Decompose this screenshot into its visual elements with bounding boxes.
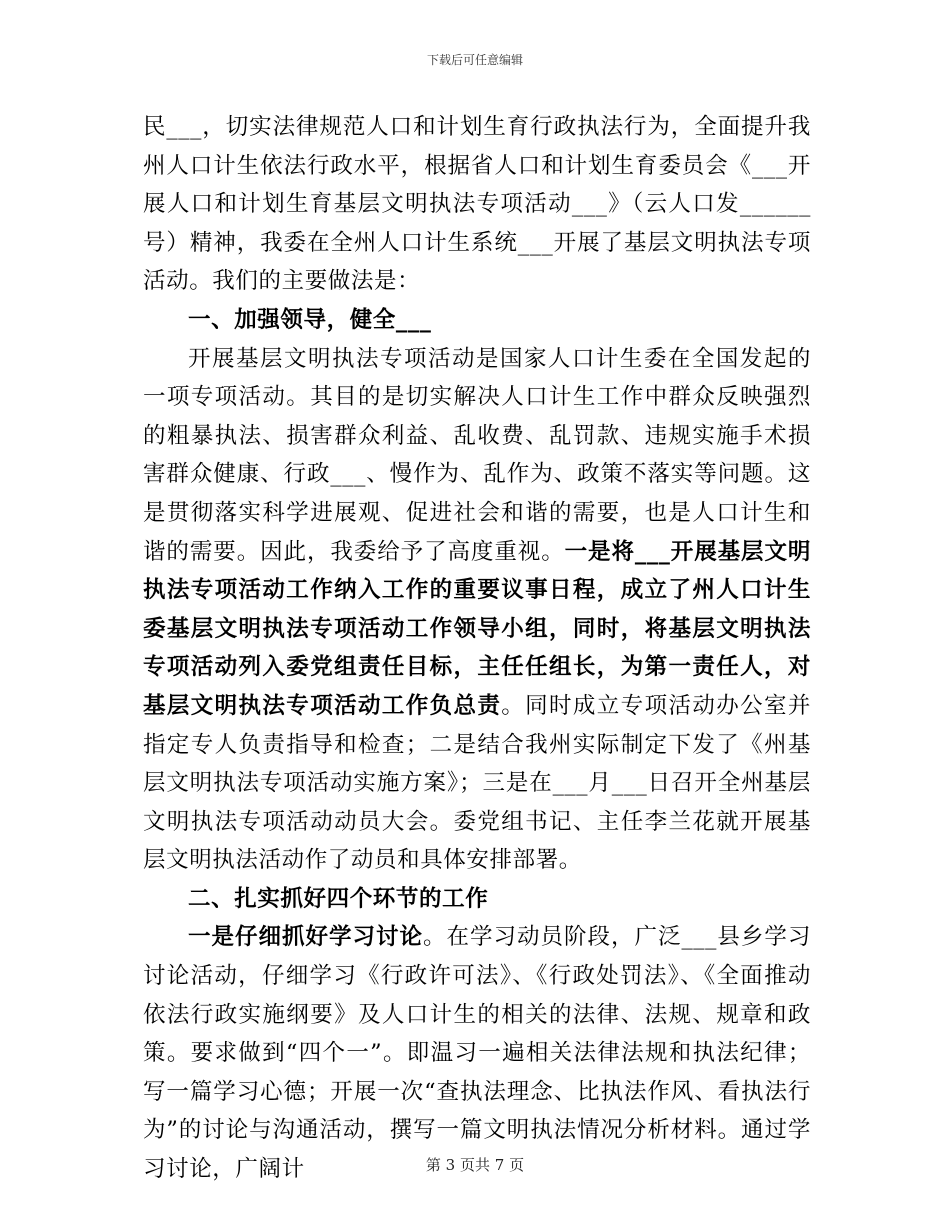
section-heading-1 xyxy=(143,301,811,340)
section-1-text-a: 开展基层文明执法专项活动是国家人口计生委在全国发起的一项专项活动。其目的是切实解决人口计生工作中群众反映强烈的粗暴执法、损害群众利益、乱收费、乱罚款、违规实施手术损害群众健康、行政___、慢作为、乱作为、政策不落实等问题。这是贯彻落实科学进展观、促进社会和谐的需要，也是人口计生和谐的需要。因此，我委给予了高度重视。 xyxy=(143,345,811,565)
section-1-text-b: 。同时成立专项活动办公室并指定专人负责指导和检查；二是结合我州实际制定下发了《州基层文明执法专项活动实施方案》；三是在___月___日召开全州基层文明执法专项活动动员大会。委党组书记、主任李兰花就开展基层文明执法活动作了动员和具体安排部署。 xyxy=(143,692,811,874)
section-2-bold-text: 一是仔细抓好学习讨论 xyxy=(188,924,423,951)
document-body xyxy=(143,108,811,1189)
paragraph-intro xyxy=(143,108,811,301)
section-heading-1-text: 一、加强领导，健全___ xyxy=(188,306,432,333)
section-heading-2-text: 二、扎实抓好四个环节的工作 xyxy=(188,885,489,912)
paragraph-section-1 xyxy=(143,340,811,880)
intro-text: 民___，切实法律规范人口和计划生育行政执法行为，全面提升我州人口计生依法行政水平，根据省人口和计划生育委员会《___开展人口和计划生育基层文明执法专项活动___》（云人口发______号）精神，我委在全州人口计生系统___开展了基层文明执法专项活动。我们的主要做法是： xyxy=(143,114,811,295)
paragraph-section-2 xyxy=(143,918,811,1188)
section-2-text: 。在学习动员阶段，广泛___县乡学习讨论活动，仔细学习《行政许可法》、《行政处罚法》、《全面推动依法行政实施纲要》及人口计生的相关的法律、法规、规章和政策。要求做到“四个一”。即温习一遍相关法律法规和执法纪律；写一篇学习心德；开展一次“查执法理念、比执法作风、看执法行为”的讨论与沟通活动，撰写一篇文明执法情况分析材料。通过学习讨论，广阔计 xyxy=(143,924,811,1183)
section-heading-2 xyxy=(143,880,811,919)
page-header: 下载后可任意编辑 xyxy=(426,53,523,67)
page-footer: 第 3 页共 7 页 xyxy=(425,1156,525,1174)
section-1-bold-text: 一是将___开展基层文明执法专项活动工作纳入工作的重要议事日程，成立了州人口计生委基层文明执法专项活动工作领导小组，同时，将基层文明执法专项活动列入委党组责任目标，主任任组长，为第一责任人，对基层文明执法专项活动工作负总责 xyxy=(143,538,811,719)
